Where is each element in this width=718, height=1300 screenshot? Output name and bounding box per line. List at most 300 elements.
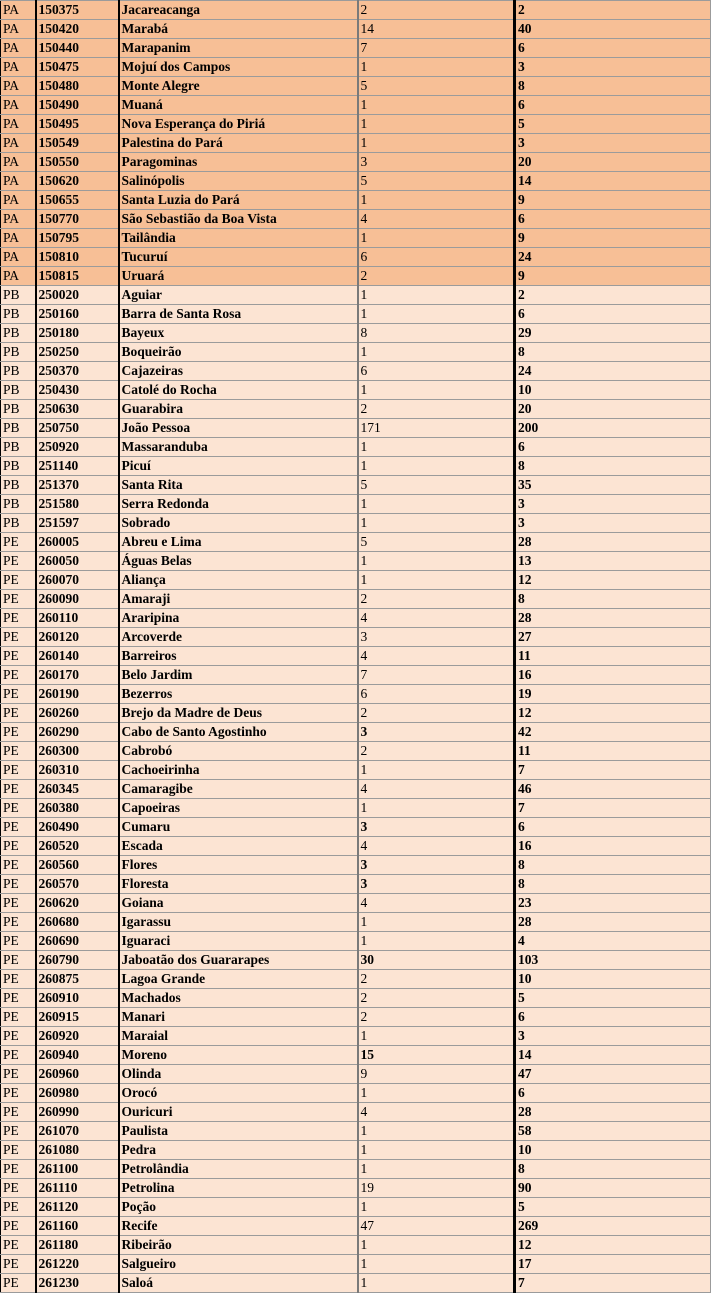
count-b-cell: 58 <box>515 1122 711 1141</box>
count-b-cell: 7 <box>515 761 711 780</box>
table-row <box>1 723 711 742</box>
municipality-code-cell: 260300 <box>36 742 119 761</box>
state-cell: PE <box>1 837 36 856</box>
state-cell: PE <box>1 1141 36 1160</box>
count-b-cell: 8 <box>515 1160 711 1179</box>
state-cell: PE <box>1 609 36 628</box>
municipality-code-cell: 150495 <box>36 115 119 134</box>
table-row <box>1 495 711 514</box>
municipality-code-cell: 150815 <box>36 267 119 286</box>
count-b-cell: 29 <box>515 324 711 343</box>
state-cell: PE <box>1 818 36 837</box>
count-b-cell: 8 <box>515 590 711 609</box>
state-cell: PE <box>1 761 36 780</box>
municipality-name-cell: Paulista <box>119 1122 358 1141</box>
municipality-code-cell: 150550 <box>36 153 119 172</box>
count-a-cell: 1 <box>358 1198 515 1217</box>
municipality-name-cell: João Pessoa <box>119 419 358 438</box>
count-a-cell: 1 <box>358 571 515 590</box>
count-a-cell: 4 <box>358 210 515 229</box>
count-a-cell: 4 <box>358 780 515 799</box>
count-b-cell: 8 <box>515 77 711 96</box>
municipality-code-cell: 250250 <box>36 343 119 362</box>
municipality-code-cell: 250160 <box>36 305 119 324</box>
table-row <box>1 590 711 609</box>
count-a-cell: 1 <box>358 1160 515 1179</box>
municipality-name-cell: Jacareacanga <box>119 1 358 20</box>
count-a-cell: 1 <box>358 115 515 134</box>
count-a-cell: 5 <box>358 172 515 191</box>
table-row <box>1 172 711 191</box>
table-row <box>1 96 711 115</box>
table-row <box>1 571 711 590</box>
municipality-name-cell: Iguaraci <box>119 932 358 951</box>
count-b-cell: 3 <box>515 514 711 533</box>
municipality-name-cell: Lagoa Grande <box>119 970 358 989</box>
state-cell: PA <box>1 39 36 58</box>
state-cell: PA <box>1 153 36 172</box>
count-b-cell: 40 <box>515 20 711 39</box>
count-a-cell: 6 <box>358 685 515 704</box>
municipality-code-cell: 260310 <box>36 761 119 780</box>
state-cell: PA <box>1 191 36 210</box>
municipality-code-cell: 251370 <box>36 476 119 495</box>
state-cell: PB <box>1 400 36 419</box>
municipality-code-cell: 260680 <box>36 913 119 932</box>
municipality-name-cell: Guarabira <box>119 400 358 419</box>
state-cell: PE <box>1 989 36 1008</box>
count-a-cell: 5 <box>358 476 515 495</box>
state-cell: PE <box>1 1198 36 1217</box>
table-row <box>1 1046 711 1065</box>
municipality-code-cell: 260690 <box>36 932 119 951</box>
municipality-name-cell: Tailândia <box>119 229 358 248</box>
municipality-name-cell: Floresta <box>119 875 358 894</box>
count-b-cell: 2 <box>515 286 711 305</box>
municipality-name-cell: Jaboatão dos Guararapes <box>119 951 358 970</box>
count-b-cell: 8 <box>515 856 711 875</box>
municipality-name-cell: Recife <box>119 1217 358 1236</box>
count-b-cell: 4 <box>515 932 711 951</box>
count-a-cell: 1 <box>358 1084 515 1103</box>
municipality-code-cell: 150375 <box>36 1 119 20</box>
count-a-cell: 14 <box>358 20 515 39</box>
municipality-code-cell: 260345 <box>36 780 119 799</box>
count-a-cell: 1 <box>358 58 515 77</box>
municipality-code-cell: 150440 <box>36 39 119 58</box>
municipality-code-cell: 260960 <box>36 1065 119 1084</box>
state-cell: PB <box>1 305 36 324</box>
municipality-name-cell: Cumaru <box>119 818 358 837</box>
count-a-cell: 4 <box>358 837 515 856</box>
count-a-cell: 4 <box>358 1103 515 1122</box>
count-b-cell: 6 <box>515 210 711 229</box>
table-row <box>1 875 711 894</box>
municipality-name-cell: Boqueirão <box>119 343 358 362</box>
municipality-code-cell: 260940 <box>36 1046 119 1065</box>
municipality-code-cell: 150810 <box>36 248 119 267</box>
municipality-name-cell: Orocó <box>119 1084 358 1103</box>
municipality-code-cell: 261120 <box>36 1198 119 1217</box>
count-a-cell: 6 <box>358 248 515 267</box>
table-row <box>1 1065 711 1084</box>
state-cell: PE <box>1 685 36 704</box>
municipality-code-cell: 250370 <box>36 362 119 381</box>
municipality-name-cell: Massaranduba <box>119 438 358 457</box>
count-b-cell: 5 <box>515 1198 711 1217</box>
municipality-name-cell: Brejo da Madre de Deus <box>119 704 358 723</box>
municipality-code-cell: 251597 <box>36 514 119 533</box>
municipality-code-cell: 260170 <box>36 666 119 685</box>
municipality-name-cell: Águas Belas <box>119 552 358 571</box>
count-b-cell: 17 <box>515 1255 711 1274</box>
count-b-cell: 12 <box>515 1236 711 1255</box>
count-a-cell: 3 <box>358 875 515 894</box>
table-row <box>1 457 711 476</box>
table-row <box>1 419 711 438</box>
municipality-name-cell: Bayeux <box>119 324 358 343</box>
state-cell: PE <box>1 723 36 742</box>
municipality-name-cell: Flores <box>119 856 358 875</box>
state-cell: PA <box>1 134 36 153</box>
state-cell: PB <box>1 457 36 476</box>
municipality-code-cell: 251140 <box>36 457 119 476</box>
count-a-cell: 1 <box>358 552 515 571</box>
municipality-code-cell: 260980 <box>36 1084 119 1103</box>
municipality-name-cell: Saloá <box>119 1274 358 1293</box>
count-b-cell: 8 <box>515 875 711 894</box>
municipality-code-cell: 150549 <box>36 134 119 153</box>
municipality-code-cell: 150655 <box>36 191 119 210</box>
count-b-cell: 6 <box>515 305 711 324</box>
municipality-name-cell: Petrolândia <box>119 1160 358 1179</box>
state-cell: PE <box>1 571 36 590</box>
municipality-code-cell: 260110 <box>36 609 119 628</box>
state-cell: PA <box>1 248 36 267</box>
table-row <box>1 647 711 666</box>
count-a-cell: 3 <box>358 723 515 742</box>
count-b-cell: 8 <box>515 457 711 476</box>
municipality-name-cell: Mojuí dos Campos <box>119 58 358 77</box>
table-row <box>1 818 711 837</box>
state-cell: PA <box>1 229 36 248</box>
municipality-name-cell: Belo Jardim <box>119 666 358 685</box>
state-cell: PE <box>1 913 36 932</box>
state-cell: PA <box>1 172 36 191</box>
municipality-code-cell: 260790 <box>36 951 119 970</box>
count-a-cell: 1 <box>358 134 515 153</box>
count-a-cell: 1 <box>358 1236 515 1255</box>
count-a-cell: 1 <box>358 96 515 115</box>
table-row <box>1 533 711 552</box>
municipality-name-cell: Catolé do Rocha <box>119 381 358 400</box>
municipality-code-cell: 261180 <box>36 1236 119 1255</box>
count-b-cell: 3 <box>515 495 711 514</box>
count-b-cell: 14 <box>515 1046 711 1065</box>
state-cell: PB <box>1 343 36 362</box>
table-row <box>1 1198 711 1217</box>
count-a-cell: 3 <box>358 818 515 837</box>
municipality-name-cell: Palestina do Pará <box>119 134 358 153</box>
municipality-name-cell: Manari <box>119 1008 358 1027</box>
municipality-code-cell: 250630 <box>36 400 119 419</box>
count-a-cell: 2 <box>358 400 515 419</box>
count-b-cell: 9 <box>515 191 711 210</box>
table-row <box>1 153 711 172</box>
municipality-name-cell: Amaraji <box>119 590 358 609</box>
count-b-cell: 7 <box>515 1274 711 1293</box>
state-cell: PE <box>1 932 36 951</box>
municipality-code-cell: 150480 <box>36 77 119 96</box>
count-b-cell: 11 <box>515 647 711 666</box>
count-a-cell: 1 <box>358 191 515 210</box>
count-a-cell: 30 <box>358 951 515 970</box>
municipality-name-cell: Salgueiro <box>119 1255 358 1274</box>
municipality-code-cell: 150475 <box>36 58 119 77</box>
state-cell: PA <box>1 58 36 77</box>
count-a-cell: 1 <box>358 286 515 305</box>
table-row <box>1 704 711 723</box>
count-a-cell: 2 <box>358 970 515 989</box>
table-body <box>1 1 711 1293</box>
municipality-name-cell: Ouricuri <box>119 1103 358 1122</box>
table-row <box>1 400 711 419</box>
state-cell: PE <box>1 590 36 609</box>
state-cell: PE <box>1 704 36 723</box>
count-b-cell: 20 <box>515 400 711 419</box>
count-a-cell: 8 <box>358 324 515 343</box>
state-cell: PE <box>1 1274 36 1293</box>
state-cell: PB <box>1 495 36 514</box>
table-row <box>1 1 711 20</box>
municipality-code-cell: 260620 <box>36 894 119 913</box>
state-cell: PE <box>1 1122 36 1141</box>
table-row <box>1 1141 711 1160</box>
municipality-code-cell: 251580 <box>36 495 119 514</box>
state-cell: PB <box>1 381 36 400</box>
count-a-cell: 47 <box>358 1217 515 1236</box>
municipality-code-cell: 150490 <box>36 96 119 115</box>
count-b-cell: 8 <box>515 343 711 362</box>
count-a-cell: 9 <box>358 1065 515 1084</box>
municipality-name-cell: Paragominas <box>119 153 358 172</box>
municipality-code-cell: 260005 <box>36 533 119 552</box>
municipality-name-cell: Uruará <box>119 267 358 286</box>
state-cell: PB <box>1 324 36 343</box>
count-b-cell: 47 <box>515 1065 711 1084</box>
table-row <box>1 286 711 305</box>
state-cell: PE <box>1 951 36 970</box>
table-row <box>1 1236 711 1255</box>
state-cell: PA <box>1 1 36 20</box>
count-b-cell: 28 <box>515 913 711 932</box>
municipality-code-cell: 260120 <box>36 628 119 647</box>
state-cell: PE <box>1 628 36 647</box>
municipality-name-cell: Ribeirão <box>119 1236 358 1255</box>
count-a-cell: 15 <box>358 1046 515 1065</box>
state-cell: PE <box>1 552 36 571</box>
count-a-cell: 3 <box>358 856 515 875</box>
state-cell: PE <box>1 666 36 685</box>
municipality-name-cell: Salinópolis <box>119 172 358 191</box>
count-a-cell: 1 <box>358 1274 515 1293</box>
table-row <box>1 1103 711 1122</box>
municipality-name-cell: Santa Rita <box>119 476 358 495</box>
municipality-code-cell: 260260 <box>36 704 119 723</box>
count-b-cell: 16 <box>515 666 711 685</box>
count-a-cell: 1 <box>358 1027 515 1046</box>
municipality-code-cell: 260520 <box>36 837 119 856</box>
state-cell: PE <box>1 856 36 875</box>
state-cell: PE <box>1 1236 36 1255</box>
municipality-code-cell: 261100 <box>36 1160 119 1179</box>
table-row <box>1 1274 711 1293</box>
table-row <box>1 210 711 229</box>
count-b-cell: 46 <box>515 780 711 799</box>
count-a-cell: 1 <box>358 514 515 533</box>
count-a-cell: 2 <box>358 590 515 609</box>
state-cell: PE <box>1 894 36 913</box>
state-cell: PE <box>1 1084 36 1103</box>
municipality-code-cell: 260910 <box>36 989 119 1008</box>
table-row <box>1 514 711 533</box>
municipality-name-cell: Olinda <box>119 1065 358 1084</box>
table-row <box>1 742 711 761</box>
municipality-code-cell: 260380 <box>36 799 119 818</box>
count-a-cell: 1 <box>358 761 515 780</box>
count-a-cell: 1 <box>358 1141 515 1160</box>
state-cell: PA <box>1 210 36 229</box>
municipality-code-cell: 261230 <box>36 1274 119 1293</box>
count-b-cell: 5 <box>515 115 711 134</box>
table-row <box>1 343 711 362</box>
count-a-cell: 1 <box>358 495 515 514</box>
state-cell: PB <box>1 514 36 533</box>
municipality-code-cell: 260920 <box>36 1027 119 1046</box>
count-a-cell: 3 <box>358 628 515 647</box>
count-b-cell: 24 <box>515 248 711 267</box>
municipality-code-cell: 260915 <box>36 1008 119 1027</box>
municipality-name-cell: Cabo de Santo Agostinho <box>119 723 358 742</box>
count-b-cell: 10 <box>515 1141 711 1160</box>
municipality-name-cell: Bezerros <box>119 685 358 704</box>
state-cell: PB <box>1 438 36 457</box>
state-cell: PE <box>1 799 36 818</box>
municipality-code-cell: 260560 <box>36 856 119 875</box>
municipality-code-cell: 250920 <box>36 438 119 457</box>
municipality-name-cell: Poção <box>119 1198 358 1217</box>
municipality-name-cell: São Sebastião da Boa Vista <box>119 210 358 229</box>
count-b-cell: 200 <box>515 419 711 438</box>
municipality-name-cell: Picuí <box>119 457 358 476</box>
state-cell: PB <box>1 362 36 381</box>
table-row <box>1 20 711 39</box>
table-row <box>1 780 711 799</box>
table-row <box>1 761 711 780</box>
municipality-code-cell: 150795 <box>36 229 119 248</box>
municipality-code-cell: 260490 <box>36 818 119 837</box>
table-row <box>1 324 711 343</box>
municipality-name-cell: Camaragibe <box>119 780 358 799</box>
count-b-cell: 27 <box>515 628 711 647</box>
table-row <box>1 248 711 267</box>
count-b-cell: 28 <box>515 533 711 552</box>
state-cell: PE <box>1 1103 36 1122</box>
count-b-cell: 20 <box>515 153 711 172</box>
municipality-code-cell: 250430 <box>36 381 119 400</box>
count-b-cell: 28 <box>515 609 711 628</box>
count-a-cell: 7 <box>358 39 515 58</box>
count-b-cell: 42 <box>515 723 711 742</box>
count-a-cell: 4 <box>358 647 515 666</box>
municipality-name-cell: Marapanim <box>119 39 358 58</box>
count-b-cell: 6 <box>515 1084 711 1103</box>
municipality-code-cell: 150770 <box>36 210 119 229</box>
municipality-name-cell: Arcoverde <box>119 628 358 647</box>
state-cell: PE <box>1 1160 36 1179</box>
state-cell: PB <box>1 419 36 438</box>
municipality-code-cell: 260875 <box>36 970 119 989</box>
count-b-cell: 19 <box>515 685 711 704</box>
count-a-cell: 1 <box>358 229 515 248</box>
count-a-cell: 171 <box>358 419 515 438</box>
count-a-cell: 1 <box>358 381 515 400</box>
count-a-cell: 19 <box>358 1179 515 1198</box>
table-row <box>1 362 711 381</box>
municipality-name-cell: Igarassu <box>119 913 358 932</box>
municipality-name-cell: Abreu e Lima <box>119 533 358 552</box>
municipality-name-cell: Pedra <box>119 1141 358 1160</box>
table-row <box>1 913 711 932</box>
table-row <box>1 305 711 324</box>
municipality-name-cell: Araripina <box>119 609 358 628</box>
state-cell: PE <box>1 647 36 666</box>
count-a-cell: 2 <box>358 1 515 20</box>
state-cell: PE <box>1 533 36 552</box>
municipality-code-cell: 250020 <box>36 286 119 305</box>
municipality-name-cell: Barra de Santa Rosa <box>119 305 358 324</box>
count-a-cell: 1 <box>358 343 515 362</box>
count-a-cell: 1 <box>358 932 515 951</box>
count-b-cell: 6 <box>515 1008 711 1027</box>
table-row <box>1 970 711 989</box>
municipality-name-cell: Goiana <box>119 894 358 913</box>
count-a-cell: 1 <box>358 438 515 457</box>
table-row <box>1 685 711 704</box>
count-a-cell: 2 <box>358 267 515 286</box>
state-cell: PE <box>1 780 36 799</box>
count-b-cell: 12 <box>515 571 711 590</box>
count-a-cell: 5 <box>358 77 515 96</box>
count-b-cell: 14 <box>515 172 711 191</box>
municipality-code-cell: 250750 <box>36 419 119 438</box>
table-row <box>1 894 711 913</box>
count-a-cell: 1 <box>358 1122 515 1141</box>
municipality-name-cell: Santa Luzia do Pará <box>119 191 358 210</box>
count-a-cell: 2 <box>358 989 515 1008</box>
count-b-cell: 6 <box>515 818 711 837</box>
municipality-code-cell: 261070 <box>36 1122 119 1141</box>
count-a-cell: 3 <box>358 153 515 172</box>
municipality-code-cell: 260290 <box>36 723 119 742</box>
municipality-code-cell: 260050 <box>36 552 119 571</box>
count-b-cell: 6 <box>515 438 711 457</box>
municipality-code-cell: 250180 <box>36 324 119 343</box>
table-row <box>1 609 711 628</box>
count-b-cell: 11 <box>515 742 711 761</box>
count-a-cell: 2 <box>358 742 515 761</box>
table-row <box>1 932 711 951</box>
